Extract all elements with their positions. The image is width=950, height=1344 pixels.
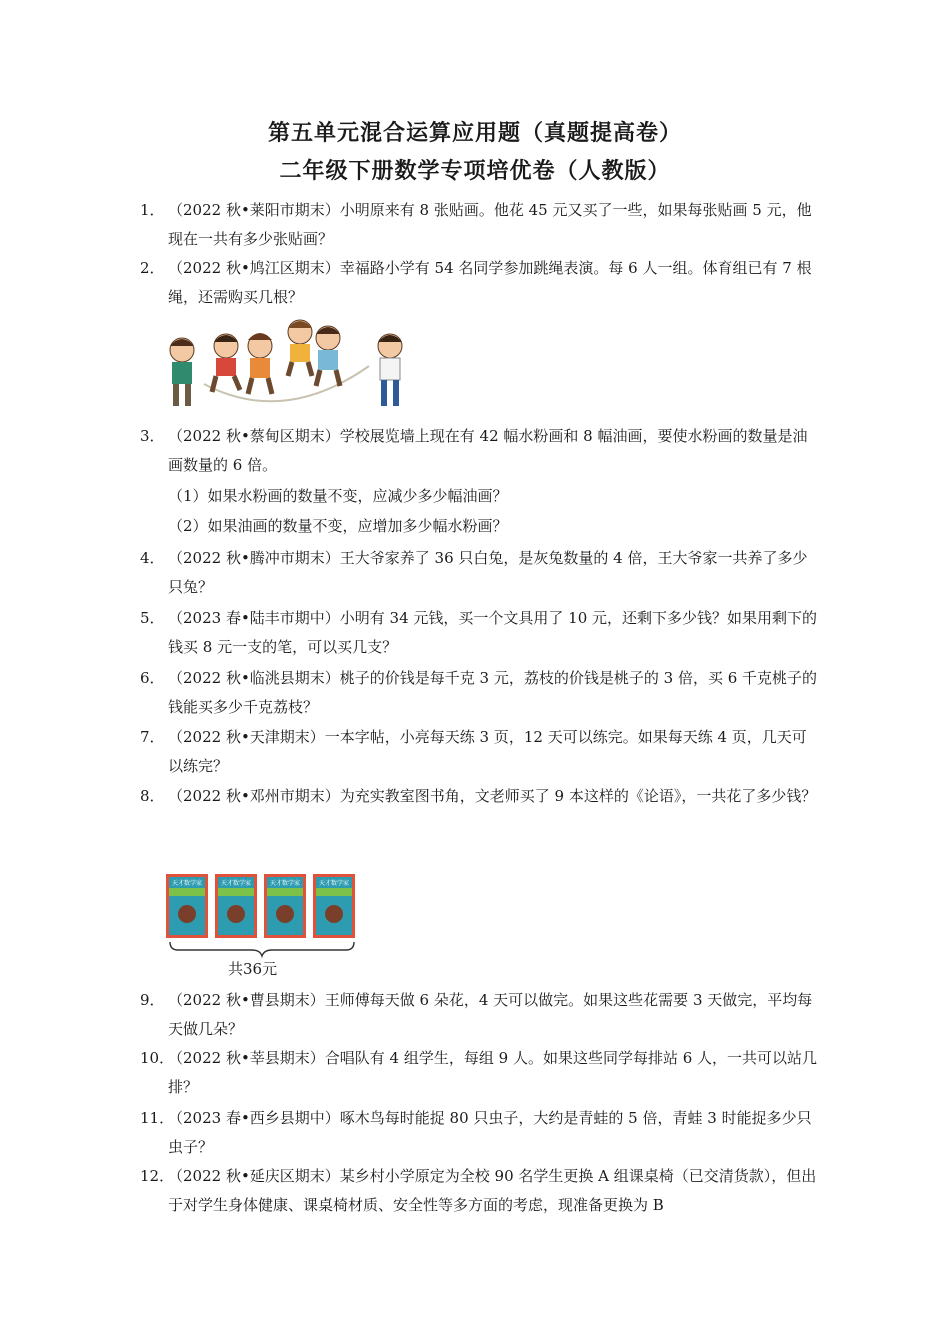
- question-number: 8．: [140, 787, 165, 805]
- question-5: [140, 604, 820, 662]
- jump-rope-illustration: [164, 316, 414, 414]
- question-number: 2．: [140, 259, 165, 277]
- question-4: [140, 544, 820, 602]
- question-number: 10．: [140, 1049, 175, 1067]
- question-text: （2022 秋•天津期末）一本字帖，小亮每天练 3 页，12 天可以练完。如果每天练 4 页，几天可以练完？: [168, 728, 807, 775]
- question-12: [140, 1162, 820, 1220]
- question-text: （2022 秋•蔡甸区期末）学校展览墙上现在有 42 幅水粉画和 8 幅油画，要使水粉画的数量是油画数量的 6 倍。: [168, 427, 808, 474]
- book-cover: [264, 874, 306, 938]
- question-10: [140, 1044, 820, 1102]
- question-text: （2022 秋•临洮县期末）桃子的价钱是每千克 3 元，荔枝的价钱是桃子的 3 倍，买 6 千克桃子的钱能买多少千克荔枝？: [168, 669, 818, 716]
- books-total-label: 共36元: [228, 960, 278, 978]
- question-1: [140, 196, 820, 254]
- book-cover-title: 天才数学家: [269, 880, 301, 887]
- book-cover-title: 天才数学家: [220, 880, 252, 887]
- page-subtitle: 二年级下册数学专项培优卷（人教版）: [279, 159, 671, 184]
- question-number: 12．: [140, 1167, 175, 1185]
- books-illustration: [164, 870, 364, 962]
- question-text: （2022 秋•莱阳市期末）小明原来有 8 张贴画。他花 45 元又买了一些，如果每张贴画 5 元，他现在一共有多少张贴画？: [168, 201, 812, 248]
- question-number: 9．: [140, 991, 165, 1009]
- question-number: 3．: [140, 427, 165, 445]
- question-8: [140, 782, 820, 811]
- book-cover: [166, 874, 208, 938]
- question-text: （2023 春•陆丰市期中）小明有 34 元钱，买一个文具用了 10 元，还剩下多少钱？如果用剩下的钱买 8 元一支的笔，可以买几支？: [168, 609, 818, 656]
- question-text: （2022 秋•鸠江区期末）幸福路小学有 54 名同学参加跳绳表演。每 6 人一组。体育组已有 7 根绳，还需购买几根？: [168, 259, 812, 306]
- question-number: 11．: [140, 1109, 175, 1127]
- brace: [170, 942, 354, 956]
- page-title: 第五单元混合运算应用题（真题提高卷）: [267, 121, 682, 146]
- question-2: [140, 254, 820, 312]
- question-text: （2022 秋•曹县期末）王师傅每天做 6 朵花，4 天可以做完。如果这些花需要 3 天做完，平均每天做几朵？: [168, 991, 813, 1038]
- book-cover-title: 天才数学家: [318, 880, 350, 887]
- question-number: 7．: [140, 728, 165, 746]
- child-figure: [378, 334, 402, 406]
- question-number: 5．: [140, 609, 165, 627]
- question-7: [140, 723, 820, 781]
- question-text: （2022 秋•延庆区期末）某乡村小学原定为全校 90 名学生更换 A 组课桌椅（已交清货款），但出于对学生身体健康、课桌椅材质、安全性等多方面的考虑，现准备更换为 B: [168, 1167, 817, 1214]
- sub-question-2: （2）如果油画的数量不变，应增加多少幅水粉画？: [168, 517, 508, 535]
- child-figure: [248, 333, 272, 394]
- question-9: [140, 986, 820, 1044]
- question-text: （2023 春•西乡县期中）啄木鸟每时能捉 80 只虫子，大约是青蛙的 5 倍，青蛙 3 时能捉多少只虫子？: [168, 1109, 812, 1156]
- sub-question-1: （1）如果水粉画的数量不变，应减少多少幅油画？: [168, 487, 508, 505]
- question-6: [140, 664, 820, 722]
- question-number: 4．: [140, 549, 165, 567]
- child-figure: [316, 326, 340, 386]
- question-number: 1．: [140, 201, 165, 219]
- child-figure: [212, 334, 240, 392]
- child-figure: [170, 338, 194, 406]
- question-text: （2022 秋•腾冲市期末）王大爷家养了 36 只白兔，是灰兔数量的 4 倍，王大爷家一共养了多少只兔？: [168, 549, 808, 596]
- question-number: 6．: [140, 669, 165, 687]
- book-cover-title: 天才数学家: [171, 880, 203, 887]
- child-figure: [288, 320, 312, 376]
- question-3: [140, 422, 820, 480]
- question-11: [140, 1104, 820, 1162]
- book-cover: [313, 874, 355, 938]
- question-text: （2022 秋•莘县期末）合唱队有 4 组学生，每组 9 人。如果这些同学每排站 6 人，一共可以站几排？: [168, 1049, 818, 1096]
- book-cover: [215, 874, 257, 938]
- question-text: （2022 秋•邓州市期末）为充实教室图书角，文老师买了 9 本这样的《论语》，一共花了多少钱？: [168, 787, 817, 805]
